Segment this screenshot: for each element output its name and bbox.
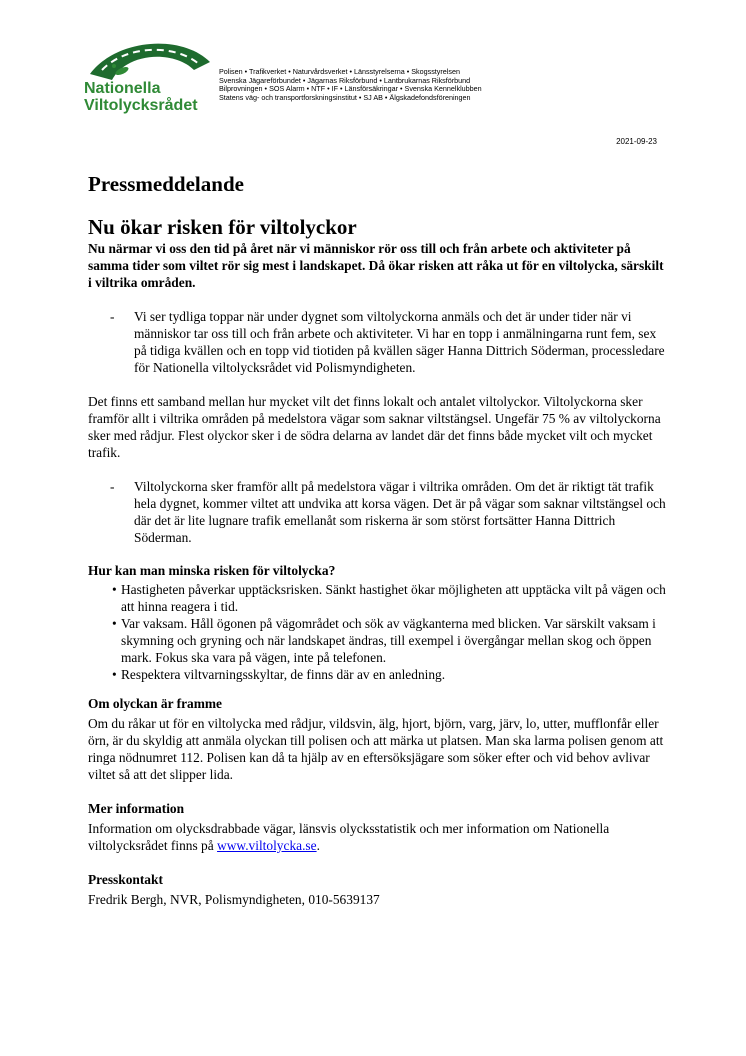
body-paragraph: Det finns ett samband mellan hur mycket vilt det finns lokalt och antalet viltolyckor. Viltolyckorna sker framför allt i viltrika områden på medelstora vägar som saknar viltstängsel. Ungefär 75 % av viltolyckorna sker med rådjur. Flest olyckor sker i de södra delarna av landet där det finns både mycket vilt och mycket trafik. — [88, 394, 661, 460]
nationella-viltolycksradet-logo — [82, 40, 212, 114]
info-paragraph: Information om olycksdrabbade vägar, länsvis olycksstatistik och mer information om Nationella viltolycksrådet finns på www.viltolycka.se. — [88, 821, 610, 853]
accident-heading: Om olyckan är framme — [88, 696, 223, 711]
partner-line: Statens väg- och transportforskningsinstitut • SJ AB • Älgskadefondsföreningen — [219, 92, 471, 102]
dash-marker: - — [110, 479, 115, 494]
bullet-icon: • — [112, 582, 117, 597]
doc-type-heading: Pressmeddelande — [88, 172, 244, 196]
quote-text: Vi ser tydliga toppar när under dygnet som viltolyckorna anmäls och det är under tider när vi människor tar oss till och från arbete och aktiviteter. Vi har en topp i anmälningarna runt fem, sex på tidiga kvällen och en topp vid tiotiden på kvällen säger Hanna Dittrich Söderman, processledare för Nationella viltolycksrådet vid Polismyndigheten. — [134, 309, 665, 375]
risk-list — [88, 581, 668, 683]
partner-line: Polisen • Trafikverket • Naturvårdsverket • Länsstyrelserna • Skogsstyrelsen — [219, 67, 460, 76]
list-item: • Var vaksam. Håll ögonen på vägområdet och sök av vägkanterna med blicken. Var särskilt vaksam i skymning och gryning och när landskapet ändras, till exempel i övergångar mellan skog och öppen mark. Fokus ska vara på vägen, inte på telefonen. — [112, 616, 656, 665]
list-item: • Hastigheten påverkar upptäcksrisken. Sänkt hastighet ökar möjligheten att upptäcka vilt på vägen och att hinna reagera i tid. — [112, 582, 666, 614]
list-item: • Respektera viltvarningsskyltar, de finns där av en anledning. — [112, 667, 446, 682]
press-date: 2021-09-23 — [616, 137, 657, 146]
logo-line2: Viltolycksrådet — [84, 97, 198, 114]
risk-heading: Hur kan man minska risken för viltolycka? — [88, 563, 336, 578]
website-link[interactable]: www.viltolycka.se — [217, 838, 317, 853]
partner-line: Svenska Jägareförbundet • Jägarnas Riksförbund • Lantbrukarnas Riksförbund — [219, 75, 471, 85]
partner-organizations — [219, 68, 599, 102]
lead-paragraph: Nu närmar vi oss den tid på året när vi människor rör oss till och från arbete och aktiviteter på samma tider som viltet rör sig mest i landskapet. Då ökar risken att råka ut för en viltolycka, särskilt i viltrika områden. — [88, 241, 664, 290]
quote-text: Viltolyckorna sker framför allt på medelstora vägar i viltrika områden. Om det är riktigt tät trafik hela dygnet, kommer viltet att undvika att korsa vägen. Det är på vägar som saknar viltstängsel och där det är lite lugnare trafik emellanåt som riskerna är som störst fortsätter Hanna Dittrich Söderman. — [134, 479, 666, 545]
quote-paragraph-2 — [88, 478, 668, 546]
accident-paragraph: Om du råkar ut för en viltolycka med rådjur, vildsvin, älg, hjort, björn, varg, järv, lo, utter, mufflonfår eller örn, är du skyldig att anmäla olyckan till polisen och att märka ut platsen. Man ska larma polisen genom att ringa nödnumret 112. Polisen kan då ta hjälp av en eftersöksjägare som söker efter och vid behov avlivar viltet så att det slipper lida. — [88, 716, 664, 782]
page-title: Nu ökar risken för viltolyckor — [88, 215, 357, 239]
contact-heading: Presskontakt — [88, 872, 163, 887]
press-release-body — [88, 171, 668, 908]
leaf-dot-icon — [112, 64, 116, 68]
dash-marker: - — [110, 309, 115, 324]
bullet-icon: • — [112, 667, 117, 682]
partner-line: Bilprovningen • SOS Alarm • NTF • IF • Länsförsäkringar • Svenska Kennelklubben — [219, 84, 482, 94]
info-heading: Mer information — [88, 801, 185, 816]
contact-paragraph: Fredrik Bergh, NVR, Polismyndigheten, 010-5639137 — [88, 892, 380, 907]
logo-line1: Nationella — [84, 80, 161, 97]
bullet-icon: • — [112, 616, 117, 631]
quote-paragraph-1 — [88, 308, 668, 376]
